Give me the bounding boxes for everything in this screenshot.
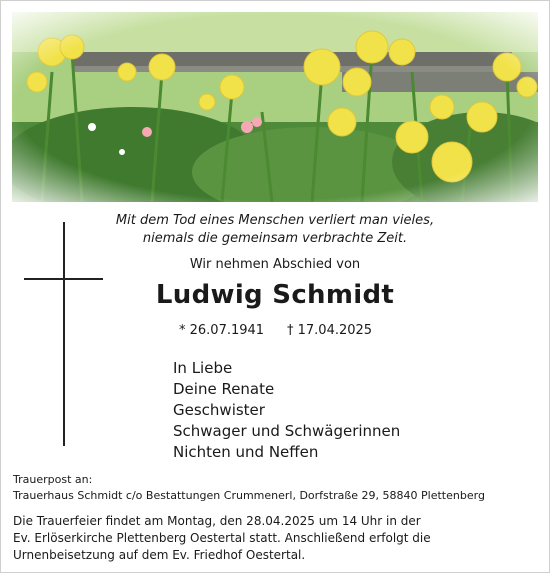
daffodil-photo xyxy=(12,12,538,202)
quote-line-1: Mit dem Tod eines Menschen verliert man vieles, xyxy=(115,213,435,228)
service-line-2: Ev. Erlöserkirche Plettenberg Oestertal statt. Anschließend erfolgt die xyxy=(13,531,431,545)
service-line-3: Urnenbeisetzung auf dem Ev. Friedhof Oestertal. xyxy=(13,548,306,562)
mourners-list xyxy=(173,358,400,463)
condolence-address xyxy=(13,472,485,504)
mourner-line: Geschwister xyxy=(173,401,265,419)
mourner-line: In Liebe xyxy=(173,359,233,377)
birth-date: * 26.07.1941 xyxy=(179,323,265,338)
quote-line-2: niemals die gemeinsam verbrachte Zeit. xyxy=(142,231,408,246)
farewell-intro: Wir nehmen Abschied von xyxy=(189,257,361,272)
mourner-line: Nichten und Neffen xyxy=(173,443,319,461)
death-date: † 17.04.2025 xyxy=(287,323,373,338)
mourner-line: Schwager und Schwägerinnen xyxy=(173,422,401,440)
mourner-line: Deine Renate xyxy=(173,380,275,398)
post-address: Trauerhaus Schmidt c/o Bestattungen Crummenerl, Dorfstraße 29, 58840 Plettenberg xyxy=(13,489,485,502)
post-label: Trauerpost an: xyxy=(13,473,93,486)
service-line-1: Die Trauerfeier findet am Montag, den 28.04.2025 um 14 Uhr in der xyxy=(13,514,421,528)
deceased-name: Ludwig Schmidt xyxy=(155,280,395,310)
daffodil-image xyxy=(12,12,538,202)
cross-icon-vertical xyxy=(63,222,65,446)
funeral-service-info xyxy=(13,513,431,564)
